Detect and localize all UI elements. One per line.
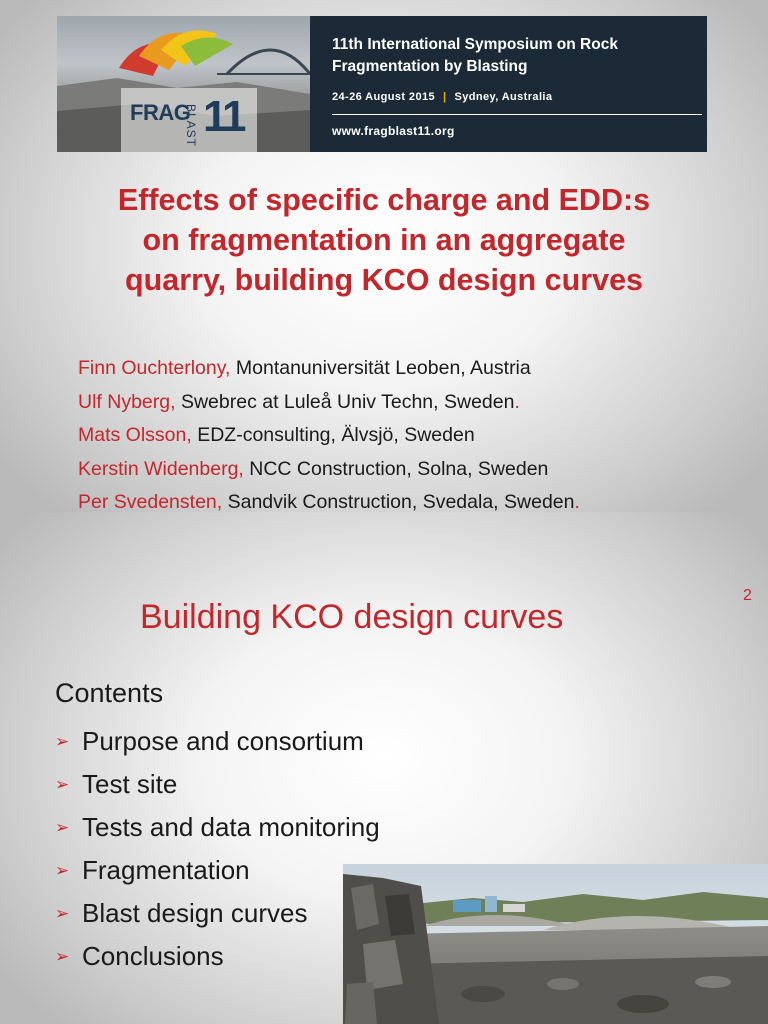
contents-heading: Contents [55,678,164,708]
author-end: . [514,390,520,413]
bullet-arrow-icon: ➢ [55,818,70,837]
author-end: . [574,491,580,512]
date-separator: | [443,91,447,103]
title-line-2: on fragmentation in an aggregate [142,223,626,257]
author-affiliation: EDZ-consulting, Älvsjö, Sweden [191,424,475,446]
symposium-title-line2: Fragmentation by Blasting [332,58,528,75]
author-affiliation: Swebrec at Luleå Univ Techn, Sweden [175,390,515,413]
list-item-text: Fragmentation [82,855,250,885]
bullet-arrow-icon: ➢ [55,904,70,923]
quarry-photo [343,864,768,1024]
list-item-text: Conclusions [82,941,224,971]
list-item [55,849,380,892]
symposium-url: www.fragblast11.org [332,124,455,138]
logo-blast-text: BLAST [184,104,198,148]
banner-text [332,34,702,138]
author-row [78,453,580,487]
slide-heading: Building KCO design curves [140,598,564,636]
list-item [55,763,380,806]
author-name: Ulf Nyberg, [78,390,176,413]
list-item-text: Purpose and consortium [82,726,364,756]
author-row [78,486,580,512]
author-list [78,352,580,512]
banner-quarry-photo [57,16,310,152]
list-item [55,892,380,935]
symposium-title-line1: 11th International Symposium on Rock [332,36,618,53]
list-item [55,935,380,978]
author-name: Finn Ouchterlony, [78,357,231,379]
title-line-1: Effects of specific charge and EDD:s [117,183,651,217]
author-name: Kerstin Widenberg, [78,457,244,480]
banner-divider [332,114,702,115]
list-item-text: Tests and data monitoring [82,812,380,842]
logo-number: 11 [203,92,244,141]
author-affiliation: Montanuniversität Leoben, Austria [230,357,531,379]
bullet-arrow-icon: ➢ [55,732,70,751]
bullet-arrow-icon: ➢ [55,947,70,966]
author-affiliation: NCC Construction, Solna, Sweden [243,457,549,480]
slide-contents [0,512,768,1024]
presentation-title [0,180,768,300]
conference-banner [57,16,707,152]
symposium-dates-row [332,91,702,103]
author-name: Mats Olsson, [78,424,192,446]
author-affiliation: Sandvik Construction, Svedala, Sweden [222,491,575,512]
symposium-location: Sydney, Australia [454,91,553,103]
title-line-3: quarry, building KCO design curves [124,263,644,297]
list-item-text: Test site [82,769,178,799]
page-number: 2 [743,587,752,604]
author-row [78,352,580,386]
list-item-text: Blast design curves [82,898,308,928]
bullet-arrow-icon: ➢ [55,775,70,794]
author-row [78,386,580,420]
author-name: Per Svedensten, [78,491,223,512]
quarry-photo-graphic [343,864,768,1024]
logo-frag-text: FRAG [130,100,191,125]
author-row [78,419,580,453]
bullet-arrow-icon: ➢ [55,861,70,880]
list-item [55,806,380,849]
symposium-dates: 24-26 August 2015 [332,91,435,103]
contents-list [55,720,380,978]
list-item [55,720,380,763]
